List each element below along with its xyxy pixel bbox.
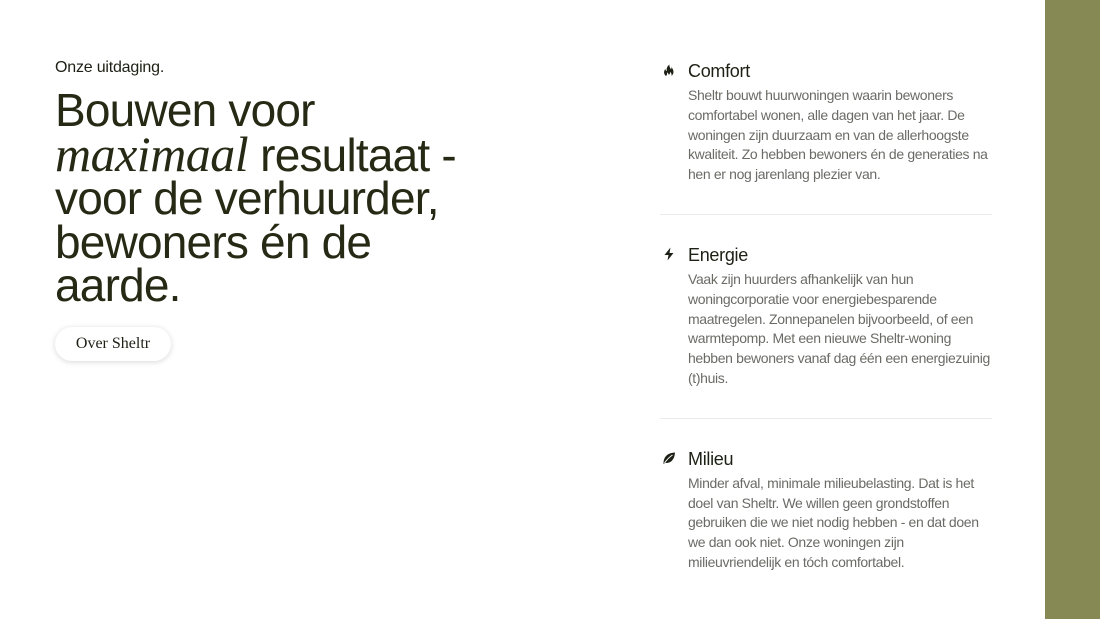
over-sheltr-button[interactable]: Over Sheltr [55,327,171,361]
divider [660,214,992,215]
features-list [660,59,992,573]
headline-line-4: bewoners én de [55,215,372,268]
headline-line-1: Bouwen voor [55,84,315,136]
lightning-icon [662,247,676,261]
headline-italic-word: maximaal [55,125,249,182]
accent-side-bar [1045,0,1100,619]
hero-section [55,58,575,361]
divider [660,418,992,419]
hero-headline [55,84,575,311]
headline-line-5: aarde. [55,259,181,311]
leaf-icon [662,451,676,465]
feature-description: Sheltr bouwt huurwoningen waarin bewoners comfortabel wonen, alle dagen van het jaar. De woningen zijn duurzaam en van de allerhoogste kwaliteit. Zo hebben bewoners én de generaties na hen er nog jarenlang plezier van. [688,87,988,183]
feature-description: Vaak zijn huurders afhankelijk van hun woningcorporatie voor energiebesparende maatregelen. Zonnepanelen bijvoorbeeld, of een warmtepomp. Met een nieuwe Sheltr-woning hebben bewoners vanaf dag één een energiezuinig (t)huis. [688,270,990,386]
feature-comfort [660,59,992,185]
feature-title: Energie [688,244,748,265]
headline-line-3: voor de verhuurder, [55,172,439,224]
feature-milieu [660,447,992,573]
headline-line-2-rest: resultaat - [248,128,456,181]
feature-title: Milieu [688,448,734,469]
feature-energie [660,243,992,389]
feature-title: Comfort [688,61,750,81]
section-eyebrow: Onze uitdaging. [55,59,165,76]
flame-icon [662,63,676,77]
feature-description: Minder afval, minimale milieubelasting. Dat is het doel van Sheltr. We willen geen grondstoffen gebruiken die we niet nodig hebben - en dat doen we dan ook niet. Onze woningen zijn milieuvriendelijk en tóch comfortabel. [688,474,979,570]
